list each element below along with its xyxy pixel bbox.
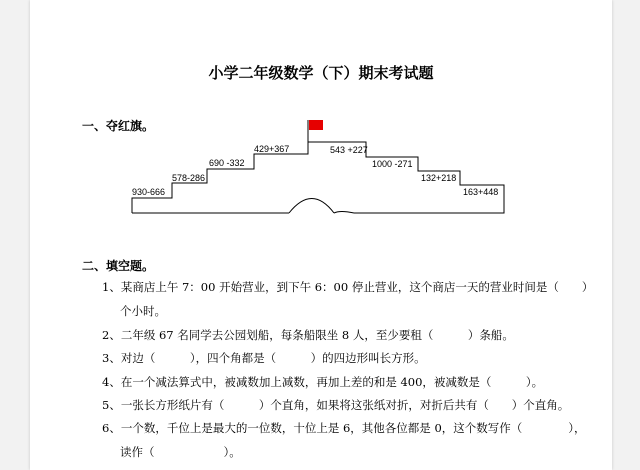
- section-heading-capture-flag: 一、夺红旗。: [82, 119, 155, 133]
- arch: [289, 199, 334, 214]
- step-label-right-4: 163+448: [463, 187, 499, 197]
- question-6-continued: 读作（ ）。: [120, 445, 241, 459]
- question-6: 6、一个数，千位上是最大的一位数，十位上是 6，其他各位都是 0，这个数写作（ ），: [102, 421, 586, 435]
- document-page: [30, 0, 612, 470]
- question-2: 2、二年级 67 名同学去公园划船，每条船限坐 8 人，至少要租（ ）条船。: [102, 328, 514, 342]
- section-heading-fill-blanks: 二、填空题。: [82, 259, 155, 273]
- page-title: 小学二年级数学（下）期末考试题: [208, 64, 434, 82]
- step-label-right-1: 543 +227: [330, 145, 368, 155]
- question-3: 3、对边（ ），四个角都是（ ）的四边形叫长方形。: [102, 351, 426, 365]
- stair-diagram: [30, 110, 612, 220]
- question-1-continued: 个小时。: [120, 304, 166, 318]
- step-label-left-3: 690 -332: [209, 158, 245, 168]
- question-4: 4、在一个减法算式中，被减数加上减数，再加上差的和是 400，被减数是（ ）。: [102, 375, 544, 389]
- step-label-right-3: 132+218: [421, 173, 457, 183]
- step-label-left-2: 578-286: [172, 173, 206, 183]
- arch-right-stub: [334, 212, 354, 214]
- question-5: 5、一张长方形纸片有（ ）个直角，如果将这张纸对折，对折后共有（ ）个直角。: [102, 398, 570, 412]
- step-label-right-2: 1000 -271: [372, 159, 413, 169]
- question-1: 1、某商店上午 7：00 开始营业，到下午 6：00 停止营业，这个商店一天的营业时间是（ ）: [102, 280, 594, 294]
- step-label-left-1: 930-666: [132, 187, 166, 197]
- red-flag-icon: [309, 120, 323, 130]
- step-label-left-4: 429+367: [254, 144, 290, 154]
